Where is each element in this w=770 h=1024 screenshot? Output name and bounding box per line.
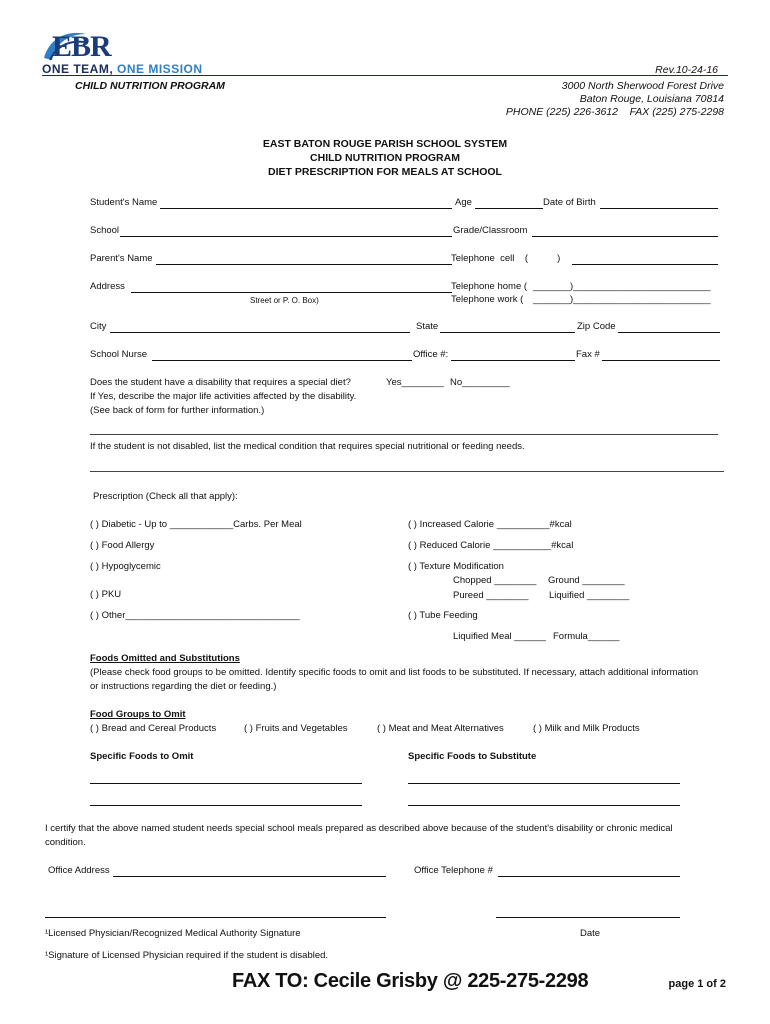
diabetic-option[interactable]: ( ) Diabetic - Up to ____________Carbs. Per Meal <box>90 519 302 530</box>
telephone-cell-field[interactable] <box>572 264 718 265</box>
school-label: School <box>90 225 120 236</box>
zip-field[interactable] <box>618 332 720 333</box>
parent-name-field[interactable] <box>156 264 452 265</box>
page-number: page 1 of 2 <box>668 978 726 990</box>
office-telephone-label: Office Telephone # <box>414 865 493 876</box>
nurse-label: School Nurse <box>90 349 148 360</box>
address-label: Address <box>90 281 125 292</box>
ground-option[interactable]: Ground ________ <box>548 575 625 586</box>
disability-question: Does the student have a disability that requires a special diet? <box>90 377 351 388</box>
food-group-bread[interactable]: ( ) Bread and Cereal Products <box>90 723 217 734</box>
other-option[interactable]: ( ) Other_________________________________ <box>90 610 300 621</box>
grade-label: Grade/Classroom <box>453 225 528 236</box>
liquified-option[interactable]: Liquified ________ <box>549 590 630 601</box>
certify-text-2: condition. <box>45 837 86 848</box>
logo-tag-two: ONE MISSION <box>117 62 203 76</box>
disability-description-field[interactable] <box>90 434 718 435</box>
state-field[interactable] <box>440 332 575 333</box>
foods-omitted-heading: Foods Omitted and Substitutions <box>90 653 240 664</box>
formula-option[interactable]: Formula______ <box>553 631 620 642</box>
food-group-meat[interactable]: ( ) Meat and Meat Alternatives <box>377 723 504 734</box>
nurse-field[interactable] <box>152 360 412 361</box>
prescription-heading: Prescription (Check all that apply): <box>93 491 238 502</box>
title-line-2: CHILD NUTRITION PROGRAM <box>310 152 460 164</box>
header-rule <box>42 75 728 76</box>
address-hint: Street or P. O. Box) <box>250 296 319 305</box>
foods-substitute-label: Specific Foods to Substitute <box>408 751 537 762</box>
parent-name-label: Parent's Name <box>90 253 153 264</box>
texture-modification-option[interactable]: ( ) Texture Modification <box>408 561 504 572</box>
disability-see-back: (See back of form for further information.) <box>90 405 265 416</box>
date-field[interactable] <box>496 917 680 918</box>
chopped-option[interactable]: Chopped ________ <box>453 575 537 586</box>
address-field[interactable] <box>131 292 452 293</box>
program-label: CHILD NUTRITION PROGRAM <box>75 80 225 92</box>
foods-substitute-field-1[interactable] <box>408 783 680 784</box>
foods-omit-field-2[interactable] <box>90 805 362 806</box>
fax-label: Fax # <box>576 349 600 360</box>
fax-to-label: FAX TO: Cecile Grisby @ 225-275-2298 <box>232 970 589 992</box>
logo-tag-one: ONE TEAM, <box>42 62 114 76</box>
reduced-calorie-option[interactable]: ( ) Reduced Calorie ___________#kcal <box>408 540 574 551</box>
office-address-field[interactable] <box>113 876 386 877</box>
foods-omit-field-1[interactable] <box>90 783 362 784</box>
zip-label: Zip Code <box>577 321 616 332</box>
page-title: DIET PRESCRIPTION FOR MEALS AT SCHOOL <box>268 166 502 178</box>
grade-field[interactable] <box>532 236 718 237</box>
food-group-fruits[interactable]: ( ) Fruits and Vegetables <box>244 723 348 734</box>
telephone-cell-label: Telephone cell ( ) <box>451 253 561 264</box>
city-field[interactable] <box>110 332 410 333</box>
school-field[interactable] <box>120 236 452 237</box>
increased-calorie-option[interactable]: ( ) Increased Calorie __________#kcal <box>408 519 572 530</box>
signature-label: ¹Licensed Physician/Recognized Medical Authority Signature <box>45 928 301 939</box>
medical-condition-field[interactable] <box>90 471 724 472</box>
address-line-1: 3000 North Sherwood Forest Drive <box>561 80 724 92</box>
fax-field[interactable] <box>602 360 720 361</box>
office-field[interactable] <box>451 360 575 361</box>
dob-field[interactable] <box>600 208 718 209</box>
foods-substitute-field-2[interactable] <box>408 805 680 806</box>
age-field[interactable] <box>475 208 543 209</box>
title-line-1: EAST BATON ROUGE PARISH SCHOOL SYSTEM <box>262 138 508 150</box>
signature-field[interactable] <box>45 917 386 918</box>
pku-option[interactable]: ( ) PKU <box>90 589 122 600</box>
telephone-work-label: Telephone work ( <box>451 294 524 305</box>
disability-no[interactable]: No_________ <box>450 377 510 388</box>
city-label: City <box>90 321 107 332</box>
office-label: Office #: <box>413 349 449 360</box>
logo-letters: EBR <box>52 30 111 63</box>
disability-yes[interactable]: Yes________ <box>386 377 444 388</box>
food-groups-heading: Food Groups to Omit <box>90 709 186 720</box>
disability-describe: If Yes, describe the major life activities affected by the disability. <box>90 391 357 402</box>
hypoglycemic-option[interactable]: ( ) Hypoglycemic <box>90 561 161 572</box>
student-name-label: Student's Name <box>90 197 158 208</box>
revision-label: Rev.10-24-16 <box>655 64 718 76</box>
phone-fax: PHONE (225) 226-3612 FAX (225) 275-2298 <box>505 106 724 118</box>
age-label: Age <box>455 197 472 208</box>
signature-footnote: ¹Signature of Licensed Physician required if the student is disabled. <box>45 950 329 961</box>
tube-feeding-option[interactable]: ( ) Tube Feeding <box>408 610 478 621</box>
foods-omitted-text-2: or instructions regarding the diet or feeding.) <box>90 681 277 692</box>
medical-condition-label: If the student is not disabled, list the medical condition that requires special nutritional or feeding needs. <box>90 441 525 452</box>
food-allergy-option[interactable]: ( ) Food Allergy <box>90 540 155 551</box>
telephone-home-label: Telephone home ( <box>451 281 528 292</box>
foods-omit-label: Specific Foods to Omit <box>90 751 194 762</box>
liquified-meal-option[interactable]: Liquified Meal ______ <box>453 631 546 642</box>
office-telephone-field[interactable] <box>498 876 680 877</box>
pureed-option[interactable]: Pureed ________ <box>453 590 529 601</box>
date-label: Date <box>580 928 601 939</box>
address-line-2: Baton Rouge, Louisiana 70814 <box>579 93 724 105</box>
certify-text-1: I certify that the above named student needs special school meals prepared as described above because of the student's disability or chronic medical <box>45 823 673 834</box>
foods-omitted-text-1: (Please check food groups to be omitted. Identify specific foods to omit and list foods to be substituted. If necessary, attach additional information <box>90 667 699 678</box>
office-address-label: Office Address <box>48 865 110 876</box>
food-group-milk[interactable]: ( ) Milk and Milk Products <box>533 723 640 734</box>
state-label: State <box>416 321 439 332</box>
dob-label: Date of Birth <box>543 197 596 208</box>
student-name-field[interactable] <box>160 208 452 209</box>
